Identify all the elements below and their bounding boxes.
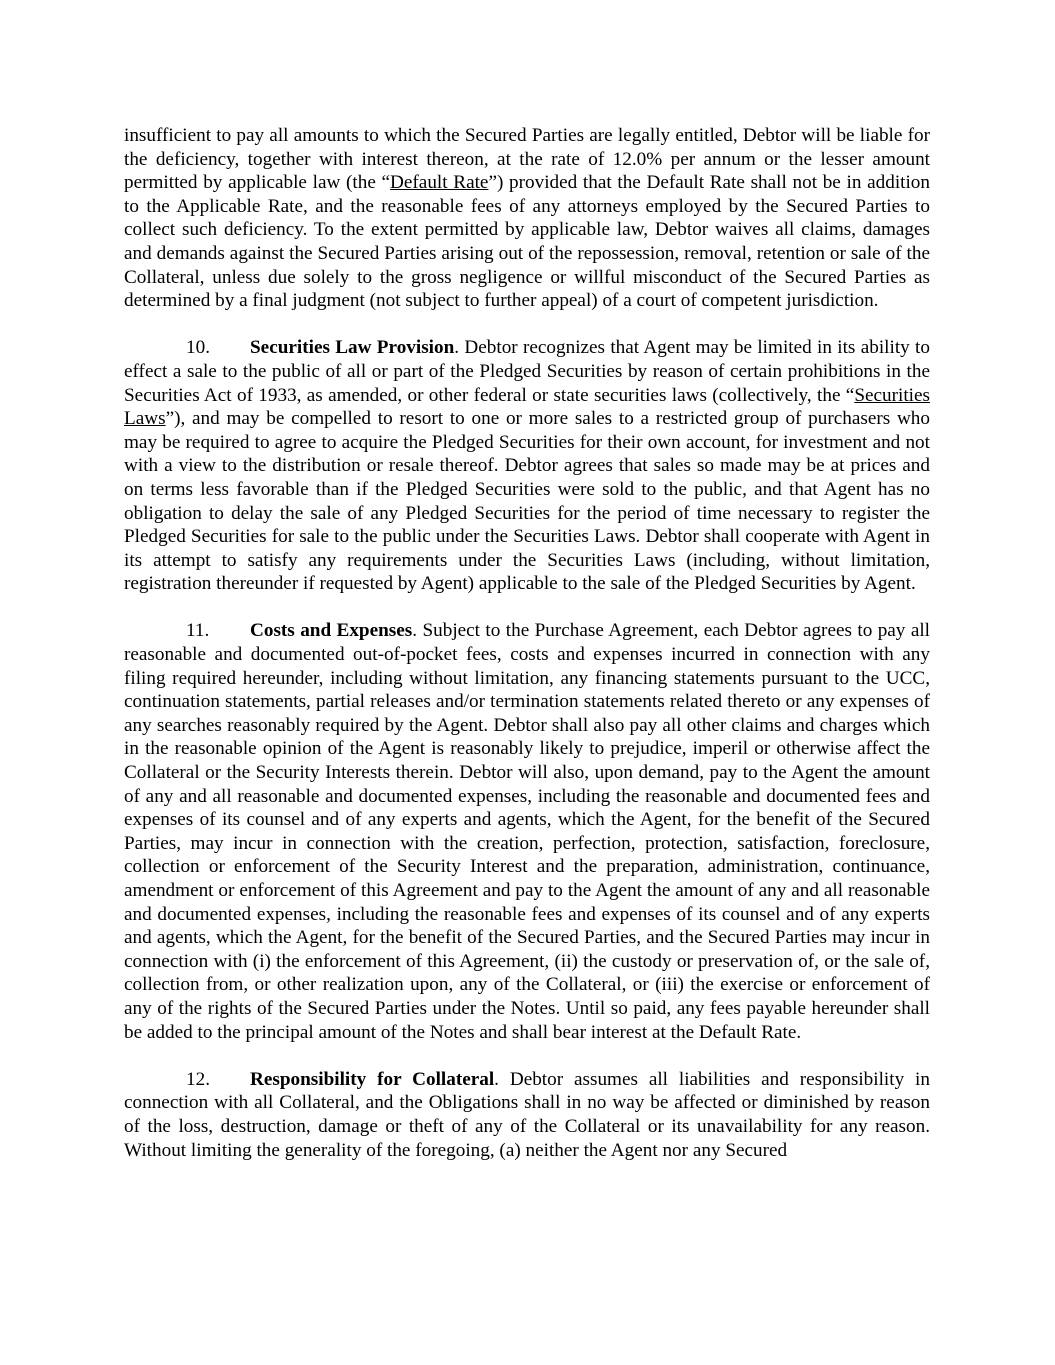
section-number: 11. bbox=[186, 620, 210, 642]
paragraph-text: insufficient to pay all amounts to which the Secured Parties are legally entitled, Debtor will be liable for the deficiency, together with interest thereon, at the rate of 12.0% per annum or the lesser amount permitted by applicable law (the “ bbox=[124, 125, 930, 194]
document-page bbox=[124, 124, 930, 1186]
paragraph-text: . Subject to the Purchase Agreement, each Debtor agrees to pay all reasonable and documented out-of-pocket fees, costs and expenses incurred in connection with any filing required hereunder, including without limitation, any financing statements pursuant to the UCC, continuation statements, partial releases and/or termination statements related thereto or any expenses of any searches reasonably required by the Agent. Debtor shall also pay all other claims and charges which in the reasonable opinion of the Agent is reasonably likely to prejudice, imperil or otherwise affect the Collateral or the Security Interests therein. Debtor will also, upon demand, pay to the Agent the amount of any and all reasonable and documented expenses, including the reasonable and documented fees and expenses of its counsel and of any experts and agents, which the Agent, for the benefit of the Secured Parties, may incur in connection with the creation, perfection, protection, satisfaction, foreclosure, collection or enforcement of the Security Interest and the preparation, administration, continuance, amendment or enforcement of this Agreement and pay to the Agent the amount of any and all reasonable and documented expenses, including the reasonable fees and expenses of its counsel and of any experts and agents, which the Agent, for the benefit of the Secured Parties, and the Secured Parties may incur in connection with (i) the enforcement of this Agreement, (ii) the custody or preservation of, or the sale of, collection from, or other realization upon, any of the Collateral, or (iii) the exercise or enforcement of any of the rights of the Secured Parties under the Notes. Until so paid, any fees payable hereunder shall be added to the principal amount of the Notes and shall bear interest at the Default Rate. bbox=[124, 620, 930, 1043]
section-heading: Responsibility for Collateral bbox=[250, 1068, 495, 1090]
section-number: 12. bbox=[186, 1068, 210, 1090]
paragraph-text: ”) provided that the Default Rate shall not be in addition to the Applicable Rate, and the reasonable fees of any attorneys employed by the Secured Parties to collect such deficiency. To the extent permitted by applicable law, Debtor waives all claims, damages and demands against the Secured Parties arising out of the repossession, removal, retention or sale of the Collateral, unless due solely to the gross negligence or willful misconduct of the Secured Parties as determined by a final judgment (not subject to further appeal) of a court of competent jurisdiction. bbox=[124, 172, 930, 312]
paragraph-text: . Debtor assumes all liabilities and responsibility in connection with all Collateral, and the Obligations shall in no way be affected or diminished by reason of the loss, destruction, damage or theft of any of the Collateral or its unavailability for any reason. Without limiting the generality of the foregoing, (a) neither the Agent nor any Secured bbox=[124, 1068, 930, 1161]
defined-term-default-rate: Default Rate bbox=[390, 172, 489, 194]
section-heading: Securities Law Provision bbox=[250, 337, 455, 359]
paragraph-9-continuation bbox=[124, 124, 930, 313]
paragraph-text: . Debtor recognizes that Agent may be limited in its ability to effect a sale to the public of all or part of the Pledged Securities by reason of certain prohibitions in the Securities Act of 1933, as amended, or other federal or state securities laws (collectively, the “ bbox=[124, 337, 930, 406]
paragraph-11 bbox=[124, 619, 930, 1044]
paragraph-12 bbox=[124, 1068, 930, 1162]
section-number: 10. bbox=[186, 337, 210, 359]
defined-term-securities-laws: Securities Laws bbox=[124, 384, 930, 430]
paragraph-10 bbox=[124, 336, 930, 596]
paragraph-text: ”), and may be compelled to resort to one or more sales to a restricted group of purchasers who may be required to agree to acquire the Pledged Securities for their own account, for investment and not with a view to the distribution or resale thereof. Debtor agrees that sales so made may be at prices and on terms less favorable than if the Pledged Securities were sold to the public, and that Agent has no obligation to delay the sale of any Pledged Securities for the period of time necessary to register the Pledged Securities for sale to the public under the Securities Laws. Debtor shall cooperate with Agent in its attempt to satisfy any requirements under the Securities Laws (including, without limitation, registration thereunder if requested by Agent) applicable to the sale of the Pledged Securities by Agent. bbox=[124, 408, 930, 595]
section-heading: Costs and Expenses bbox=[250, 620, 413, 642]
